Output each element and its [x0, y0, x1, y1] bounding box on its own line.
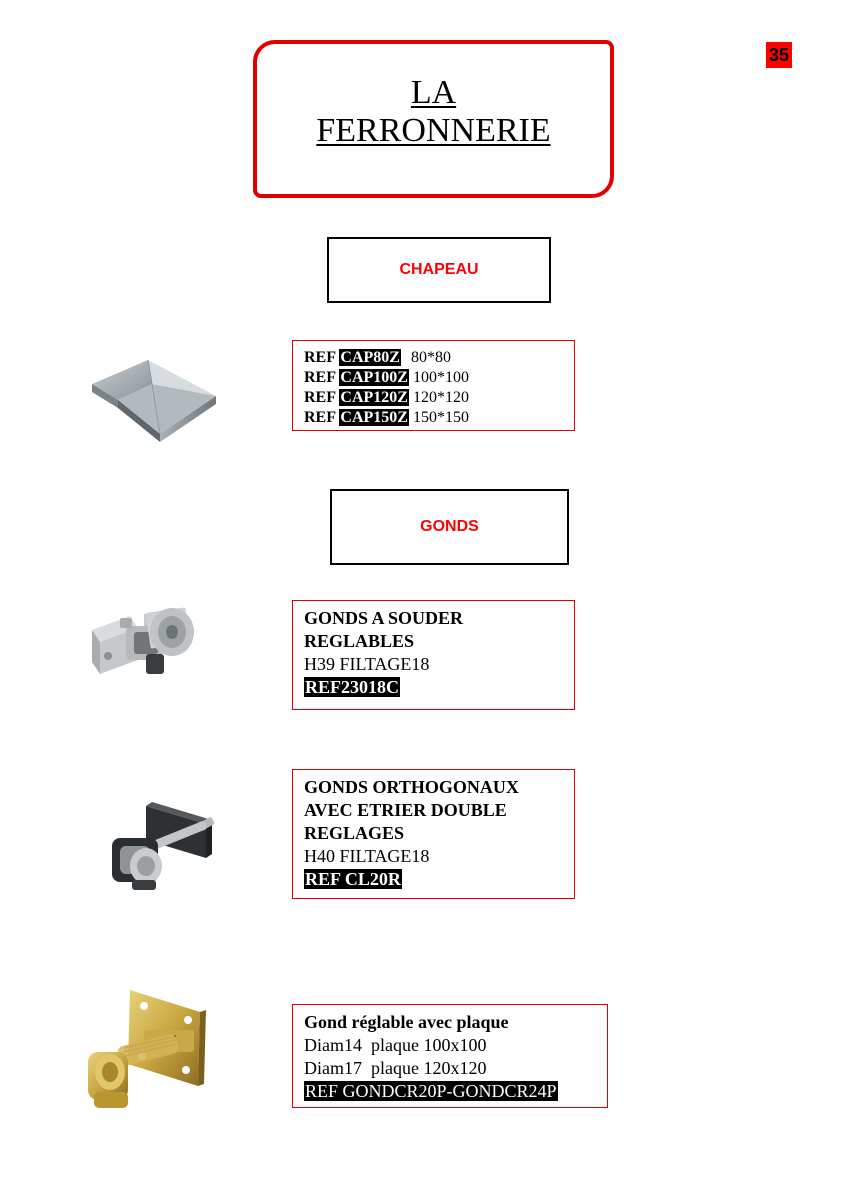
product-box-plate-hinge [292, 1004, 608, 1108]
product-title-line: GONDS ORTHOGONAUX [304, 777, 519, 797]
product-spec: H40 FILTAGE18 [304, 846, 430, 866]
product-spec: H39 FILTAGE18 [304, 654, 430, 674]
product-title-line: GONDS A SOUDER [304, 608, 464, 628]
cap-ref-row [304, 408, 574, 428]
product-title-line: REGLAGES [304, 823, 405, 843]
ref-prefix: REF [304, 369, 336, 386]
section-gonds-label: GONDS [420, 518, 479, 535]
cap-ref-row [304, 348, 574, 368]
ref-code: CAP80Z [340, 349, 400, 366]
hinge-plate-image [84, 986, 214, 1114]
section-chapeau [327, 237, 551, 303]
ref-code: CAP100Z [340, 369, 408, 386]
hinge-orthogonal-image [106, 796, 224, 896]
cap-ref-row [304, 368, 574, 388]
ref-prefix: REF [304, 349, 336, 366]
section-chapeau-label: CHAPEAU [399, 261, 479, 278]
product-box-orthogonal-hinge [292, 769, 575, 899]
product-title-line: AVEC ETRIER DOUBLE [304, 800, 507, 820]
cap-refs-box [292, 340, 575, 431]
product-spec: Diam17 plaque 120x120 [304, 1058, 487, 1078]
ref-code: CAP150Z [340, 409, 408, 426]
title-line-2: FERRONNERIE [316, 112, 551, 149]
hinge-weld-image [86, 598, 206, 690]
ref-size: 150*150 [412, 409, 469, 426]
title-box [253, 40, 614, 198]
product-title-line: Gond réglable avec plaque [304, 1012, 509, 1032]
cap-image [88, 336, 228, 466]
product-ref: REF GONDCR20P-GONDCR24P [305, 1081, 557, 1101]
ref-prefix: REF [304, 389, 336, 406]
title-line-1: LA [410, 74, 457, 111]
ref-size: 80*80 [410, 349, 451, 366]
section-gonds [330, 489, 569, 565]
ref-prefix: REF [304, 409, 336, 426]
product-ref: REF23018C [305, 677, 399, 697]
ref-code: CAP120Z [340, 389, 408, 406]
ref-size: 100*100 [412, 369, 469, 386]
ref-size: 120*120 [412, 389, 469, 406]
product-ref: REF CL20R [305, 869, 401, 889]
cap-ref-row [304, 388, 574, 408]
product-spec: Diam14 plaque 100x100 [304, 1035, 487, 1055]
product-box-weld-hinge [292, 600, 575, 710]
page-title [257, 74, 610, 150]
page-number: 35 [766, 42, 792, 68]
product-title-line: REGLABLES [304, 631, 415, 651]
